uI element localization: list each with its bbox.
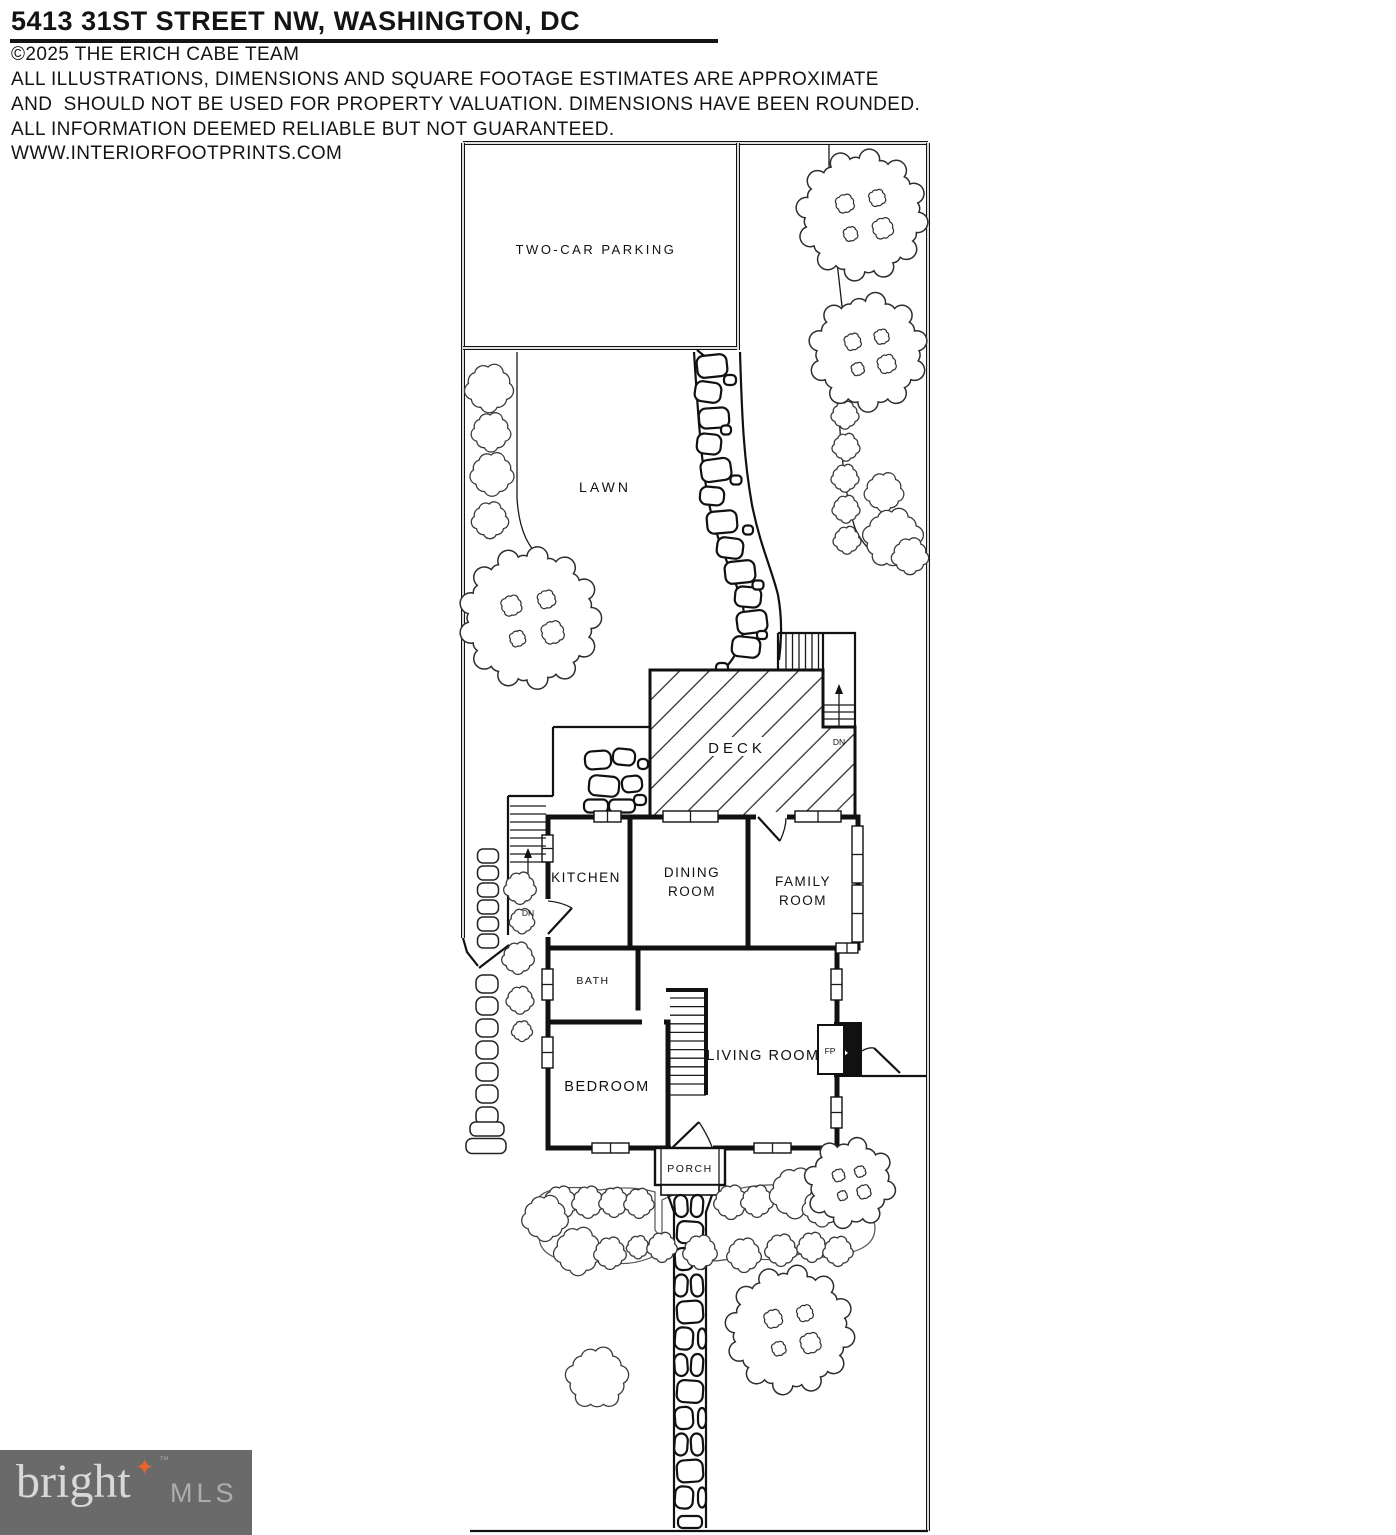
tree (725, 1265, 854, 1394)
disclaimer-line-2: AND SHOULD NOT BE USED FOR PROPERTY VALUATION. DIMENSIONS HAVE BEEN ROUNDED. (11, 94, 921, 115)
bush (506, 986, 534, 1014)
stone (753, 581, 764, 590)
walkway-stone (676, 1300, 703, 1324)
bush (565, 1347, 628, 1407)
tree-foliage-blob (874, 329, 889, 344)
tree-foliage-blob (797, 1305, 814, 1322)
stepping-stone (466, 1139, 506, 1154)
walkway-stone (690, 1274, 704, 1297)
bush (832, 495, 860, 523)
stepping-stone (478, 883, 499, 897)
tree-foliage-blob (501, 595, 522, 616)
bush (831, 464, 859, 492)
tree-foliage-blob (832, 1169, 845, 1182)
stepping-stones (466, 849, 506, 1154)
bush (471, 502, 508, 539)
stone (621, 775, 643, 793)
walkway-stone (698, 1408, 706, 1428)
stepping-stone (478, 900, 499, 914)
star-icon: ✦ (135, 1454, 155, 1480)
stone (757, 631, 767, 639)
stone (694, 380, 723, 403)
stepping-stone (470, 1122, 504, 1136)
stone (706, 510, 738, 535)
stone (724, 559, 756, 584)
copyright-line: ©2025 THE ERICH CABE TEAM (11, 44, 300, 65)
stone (696, 353, 728, 378)
bush (511, 1021, 532, 1042)
stepping-stone (478, 866, 499, 880)
stone (588, 775, 620, 798)
tree-foliage-blob (837, 1191, 847, 1201)
stone (700, 457, 733, 483)
walkway-stone (698, 1329, 706, 1349)
label-fireplace: FP (824, 1046, 836, 1056)
stone (724, 375, 736, 385)
bright-mls-logo (0, 1450, 252, 1535)
stone (638, 759, 648, 769)
stone (716, 536, 744, 559)
tree (809, 293, 927, 413)
page-title: 5413 31ST STREET NW, WASHINGTON, DC (11, 6, 581, 36)
walkway-stone (674, 1406, 693, 1429)
walkway-stone (698, 1488, 706, 1508)
bedroom-door-opening (642, 1017, 664, 1026)
label-deck: DECK (708, 740, 766, 757)
bush (465, 364, 514, 412)
label-porch: PORCH (667, 1163, 713, 1175)
stone (584, 750, 611, 770)
stepping-stone (478, 934, 499, 948)
logo-brand-text: bright (16, 1455, 131, 1508)
bush (624, 1188, 654, 1218)
tree-foliage-blob (877, 354, 896, 373)
tree-foliage-blob (851, 362, 864, 375)
stepping-stone (476, 1063, 498, 1081)
tree-foliage-blob (771, 1341, 786, 1356)
walkway-stone (674, 1274, 689, 1297)
walkway-stone (690, 1354, 704, 1377)
bush (832, 433, 860, 461)
house (510, 806, 926, 1153)
label-kitchen-dn: DN (521, 908, 535, 918)
label-dining-1: DINING (663, 865, 721, 880)
bush (626, 1236, 649, 1259)
label-parking: TWO-CAR PARKING (515, 242, 677, 257)
stepping-stone (478, 849, 499, 863)
stone (634, 795, 646, 805)
walkway-stone (676, 1380, 703, 1404)
tree-foliage-blob (843, 227, 858, 242)
tree-foliage-blob (764, 1309, 783, 1328)
disclaimer-line-1: ALL ILLUSTRATIONS, DIMENSIONS AND SQUARE FOOTAGE ESTIMATES ARE APPROXIMATE (11, 69, 879, 90)
tree-foliage-blob (835, 194, 854, 213)
stepping-stone (476, 997, 498, 1015)
tree-foliage-blob (857, 1185, 871, 1199)
stone (731, 636, 761, 659)
logo-suffix-text: MLS (170, 1478, 238, 1508)
bush (864, 473, 904, 512)
walkway-stone (676, 1459, 703, 1483)
kitchen-stair-arrowhead (524, 848, 532, 858)
lawn-bed-line (517, 352, 545, 562)
stone (696, 433, 722, 455)
stone (731, 476, 742, 485)
bush (470, 453, 514, 497)
walkway-stone (674, 1327, 693, 1350)
tree (460, 547, 601, 689)
stone (699, 486, 724, 506)
disclaimer-line-3: ALL INFORMATION DEEMED RELIABLE BUT NOT GUARANTEED. (11, 119, 615, 140)
porch-step (661, 1185, 719, 1195)
label-lawn: LAWN (579, 479, 631, 495)
tree-foliage-blob (854, 1166, 866, 1177)
stepping-stone (476, 1041, 498, 1059)
bush (765, 1234, 798, 1266)
tree-foliage-blob (800, 1333, 821, 1354)
label-bath: BATH (576, 975, 610, 987)
trademark-symbol: ™ (159, 1455, 169, 1466)
deck-stair-arrowhead (835, 684, 843, 694)
stone (743, 526, 753, 535)
walkway-stone (674, 1195, 689, 1218)
website-line: WWW.INTERIORFOOTPRINTS.COM (11, 143, 343, 164)
tree-foliage-blob (869, 189, 886, 206)
stepping-stone (478, 917, 499, 931)
stepping-stone (476, 1019, 498, 1037)
stepping-stone (476, 1085, 498, 1103)
stone (612, 748, 636, 766)
tree (796, 149, 928, 281)
bush (823, 1236, 853, 1266)
walkway-stone (674, 1433, 689, 1456)
deck-area (650, 633, 855, 817)
tree-foliage-blob (509, 630, 525, 646)
tree-foliage-blob (844, 333, 861, 350)
right-gate-arc (862, 1048, 874, 1051)
label-deck-dn: DN (832, 737, 846, 747)
tree-foliage-blob (872, 218, 893, 239)
deck-upper-stairs (786, 634, 819, 669)
walkway-stone (674, 1486, 693, 1509)
label-family-2: ROOM (779, 893, 827, 908)
walkway-stone (674, 1354, 689, 1377)
label-kitchen: KITCHEN (551, 870, 621, 885)
walkway-stone (690, 1195, 704, 1218)
label-dining-2: ROOM (668, 884, 716, 899)
label-living: LIVING ROOM (706, 1048, 820, 1064)
side-funnel (463, 938, 478, 966)
stone (721, 426, 731, 435)
bush (727, 1238, 762, 1272)
bush (741, 1185, 774, 1217)
bush (831, 401, 859, 429)
label-family-1: FAMILY (774, 874, 832, 889)
stepping-stone (476, 975, 498, 993)
walkway-stone (678, 1516, 702, 1528)
walkway-stone (690, 1433, 704, 1456)
right-gate-leaf (874, 1048, 900, 1073)
bush (471, 413, 511, 452)
bush (797, 1232, 827, 1262)
label-bedroom: BEDROOM (564, 1079, 650, 1095)
